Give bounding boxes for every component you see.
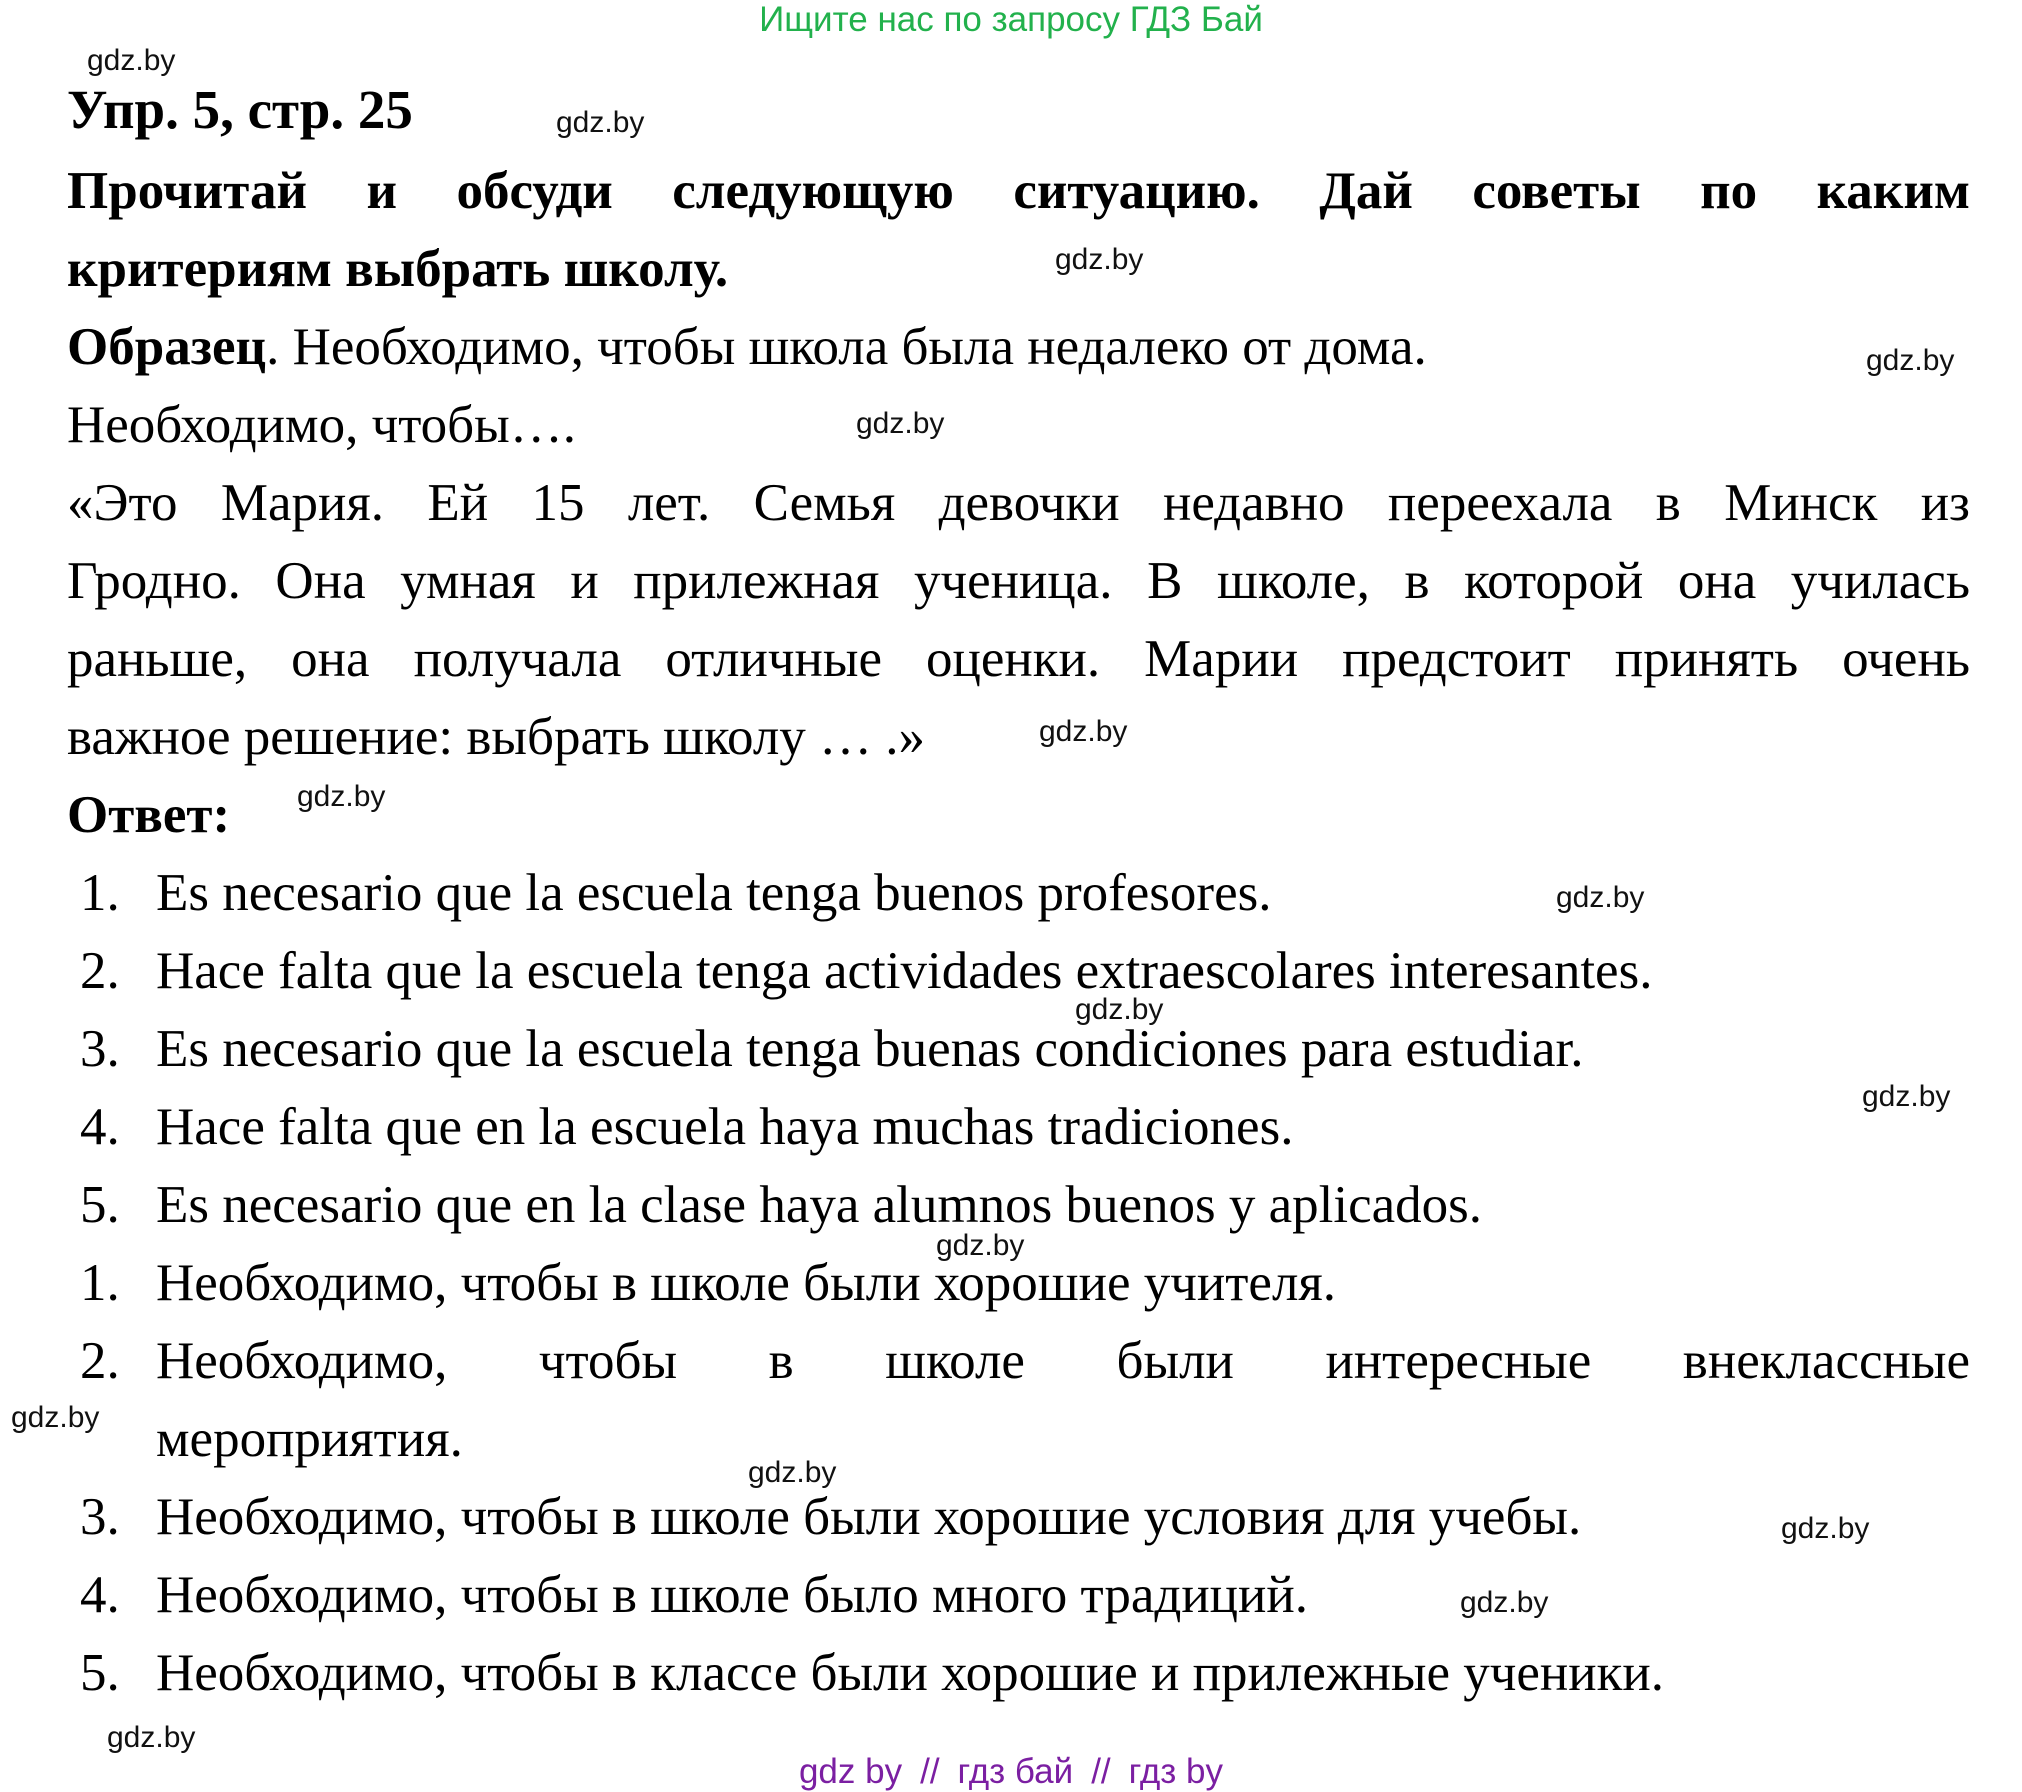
story-line-4: важное решение: выбрать школу … .» <box>67 708 926 766</box>
story-line-1: «Это Мария. Ей 15 лет. Семья девочки недавно переехала в Минск из <box>67 474 1970 532</box>
watermark: gdz.by <box>556 106 645 139</box>
sample-line-1 <box>67 308 1970 386</box>
footer-links <box>0 1752 2022 1792</box>
watermark: gdz.by <box>1460 1586 1549 1619</box>
task-line-2: критериям выбрать школу. <box>67 240 729 298</box>
footer-gdz-by[interactable]: gdz by <box>798 1752 903 1791</box>
exercise-number: Упр. 5, стр. 25 <box>67 79 413 140</box>
top-banner: Ищите нас по запросу ГДЗ Бай <box>759 0 1263 39</box>
footer-gdz-by-2[interactable]: гдз by <box>1128 1752 1224 1791</box>
watermark: gdz.by <box>1055 243 1144 276</box>
sample-label: Образец <box>67 318 267 376</box>
watermark: gdz.by <box>1075 993 1164 1026</box>
watermark: gdz.by <box>856 407 945 440</box>
watermark: gdz.by <box>107 1721 196 1754</box>
watermark: gdz.by <box>1862 1080 1951 1113</box>
watermark: gdz.by <box>1781 1512 1870 1545</box>
watermark: gdz.by <box>297 780 386 813</box>
watermark: gdz.by <box>748 1456 837 1489</box>
story-line-3: раньше, она получала отличные оценки. Марии предстоит принять очень <box>67 630 1970 688</box>
sample-text: . Необходимо, чтобы школа была недалеко от дома. <box>266 318 1427 376</box>
watermark: gdz.by <box>11 1401 100 1434</box>
watermark: gdz.by <box>936 1229 1025 1262</box>
watermark: gdz.by <box>1556 881 1645 914</box>
watermark: gdz.by <box>1039 715 1128 748</box>
sample-line-2: Необходимо, чтобы…. <box>67 396 577 454</box>
answer-label: Ответ: <box>67 786 231 844</box>
footer-gdz-bai[interactable]: гдз бай <box>957 1752 1074 1791</box>
watermark: gdz.by <box>1866 344 1955 377</box>
story-line-2: Гродно. Она умная и прилежная ученица. В школе, в которой она училась <box>67 552 1970 610</box>
task-line-1: Прочитай и обсуди следующую ситуацию. Дай советы по каким <box>67 162 1970 220</box>
watermark: gdz.by <box>87 44 176 77</box>
footer-separator: // <box>920 1752 940 1791</box>
footer-separator: // <box>1091 1752 1111 1791</box>
